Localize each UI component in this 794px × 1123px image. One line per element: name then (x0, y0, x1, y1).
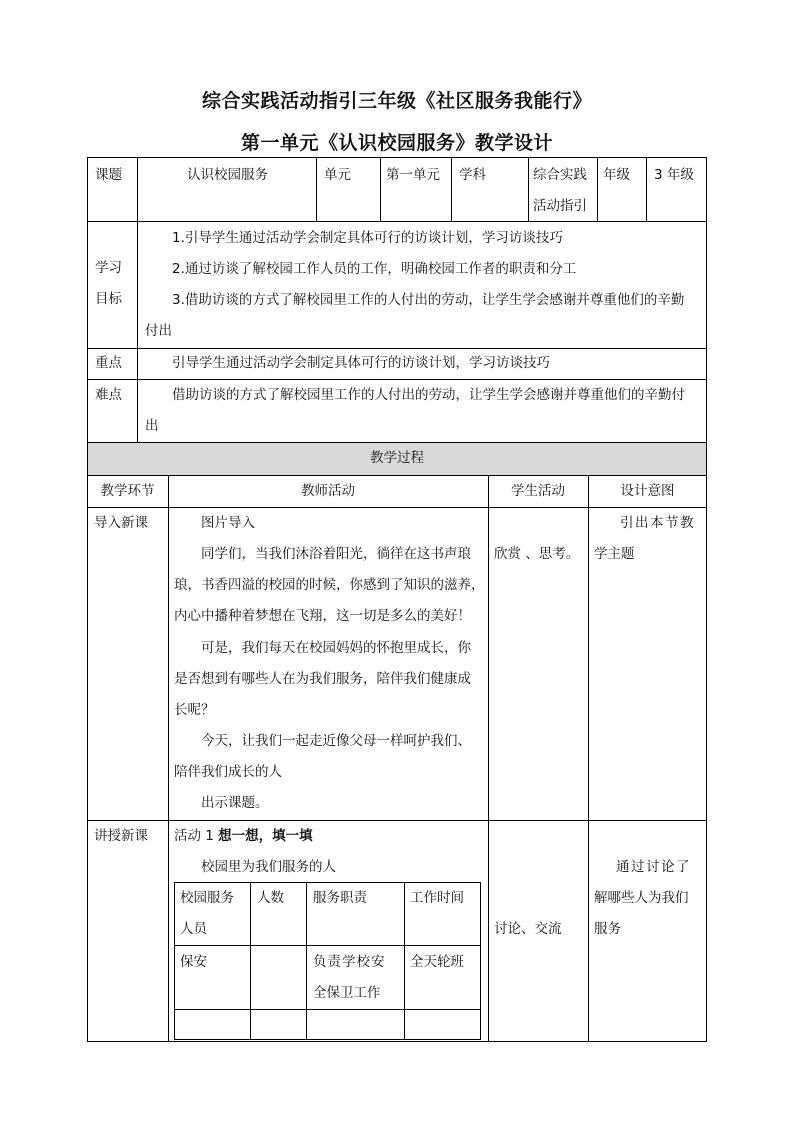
inner-cell-duty-line2: 全保卫工作 (313, 985, 381, 1001)
intro-line: 图片导入 (201, 515, 255, 531)
intro-line: 陪伴我们成长的人 (174, 764, 282, 780)
col-divider (451, 157, 452, 221)
row-divider (87, 221, 707, 222)
document-subtitle: 第一单元《认识校园服务》教学设计 (240, 132, 553, 154)
col-divider (597, 157, 598, 221)
intro-student-activity: 欣赏 、思考。 (494, 546, 580, 562)
intro-line: 长呢？ (174, 702, 215, 718)
intro-line: 可是，我们每天在校园妈妈的怀抱里成长，你 (201, 640, 471, 656)
inner-header-staff-line1: 校园服务 (180, 890, 234, 906)
document-title: 综合实践活动指引三年级《社区服务我能行》 (201, 90, 592, 112)
inner-cell-staff: 保安 (180, 954, 207, 970)
intro-intent-line2: 学主题 (594, 546, 635, 562)
objective-item-3-wrap: 付出 (145, 323, 172, 339)
subject-value-line1: 综合实践 (533, 167, 587, 183)
activity-heading (174, 821, 313, 852)
inner-row-divider (174, 1009, 481, 1010)
activity-prefix: 活动 1 (174, 828, 219, 844)
lecture-student-activity: 讨论、交流 (494, 921, 562, 937)
col-divider (646, 157, 647, 221)
subject-value-line2: 活动指引 (533, 198, 587, 214)
activity-title: 想一想，填一填 (218, 828, 313, 844)
intro-line: 今天，让我们一起走近像父母一样呵护我们、 (201, 733, 471, 749)
lecture-intent-line2: 解哪些人为我们 (594, 890, 689, 906)
difficulty-label: 难点 (95, 387, 122, 403)
inner-header-duty: 服务职责 (313, 890, 367, 906)
topic-label: 课题 (95, 167, 122, 183)
col-divider (168, 475, 169, 1042)
inner-row-divider (174, 945, 481, 946)
inner-cell-time: 全天轮班 (410, 954, 464, 970)
col-divider (588, 475, 589, 1042)
activity-intro-line: 校园里为我们服务的人 (201, 859, 336, 875)
inner-cell-duty-line1: 负责学校安 (313, 954, 386, 970)
row-divider (87, 507, 707, 508)
inner-header-time: 工作时间 (410, 890, 464, 906)
inner-header-count: 人数 (257, 890, 284, 906)
unit-label: 单元 (324, 167, 351, 183)
col-divider (488, 475, 489, 1042)
intro-intent-line1: 引出本节教 (620, 515, 695, 531)
intro-line: 内心中播种着梦想在飞翔，这一切是多么的美好！ (174, 608, 471, 624)
inner-col-divider (404, 882, 405, 1040)
col-divider (528, 157, 529, 221)
header-stage: 教学环节 (100, 483, 155, 499)
intro-line: 是否想到有哪些人在为我们服务，陪伴我们健康成 (174, 671, 471, 687)
objective-item-3: 3.借助访谈的方式了解校园里工作的人付出的劳动，让学生学会感谢并尊重他们的辛勤 (172, 292, 685, 308)
key-point-text: 引导学生通过活动学会制定具体可行的访谈计划，学习访谈技巧 (172, 355, 550, 371)
header-intent: 设计意图 (620, 483, 675, 499)
objective-item-1: 1.引导学生通过活动学会制定具体可行的访谈计划，学习访谈技巧 (172, 230, 563, 246)
col-divider (137, 157, 138, 442)
difficulty-text-line2: 出 (145, 418, 159, 434)
stage-lecture: 讲授新课 (94, 828, 148, 844)
grade-label: 年级 (603, 167, 630, 183)
inner-col-divider (250, 882, 251, 1040)
grade-value: 3 年级 (654, 167, 694, 183)
col-divider (380, 157, 381, 221)
header-teacher: 教师活动 (301, 483, 355, 499)
inner-col-divider (306, 882, 307, 1040)
unit-value: 第一单元 (386, 167, 440, 183)
header-student: 学生活动 (511, 483, 565, 499)
difficulty-text-line1: 借助访谈的方式了解校园里工作的人付出的劳动，让学生学会感谢并尊重他们的辛勤付 (172, 387, 685, 403)
subject-label: 学科 (459, 167, 486, 183)
lecture-intent-line3: 服务 (594, 921, 621, 937)
intro-line: 同学们，当我们沐浴着阳光，徜徉在这书声琅 (201, 546, 471, 562)
objective-item-2: 2.通过访谈了解校园工作人员的工作，明确校园工作者的职责和分工 (172, 261, 577, 277)
topic-value: 认识校园服务 (187, 167, 268, 183)
objectives-label-line1: 学习 (95, 260, 122, 276)
stage-intro: 导入新课 (94, 515, 148, 531)
process-section-title: 教学过程 (370, 450, 424, 466)
inner-header-staff-line2: 人员 (180, 921, 207, 937)
col-divider (316, 157, 317, 221)
objectives-label-line2: 目标 (95, 291, 122, 307)
key-point-label: 重点 (95, 355, 122, 371)
intro-line: 出示课题。 (201, 795, 269, 811)
lecture-intent-line1: 通过讨论了 (616, 859, 691, 875)
intro-line: 琅，书香四溢的校园的时候，你感到了知识的滋养， (174, 577, 485, 593)
